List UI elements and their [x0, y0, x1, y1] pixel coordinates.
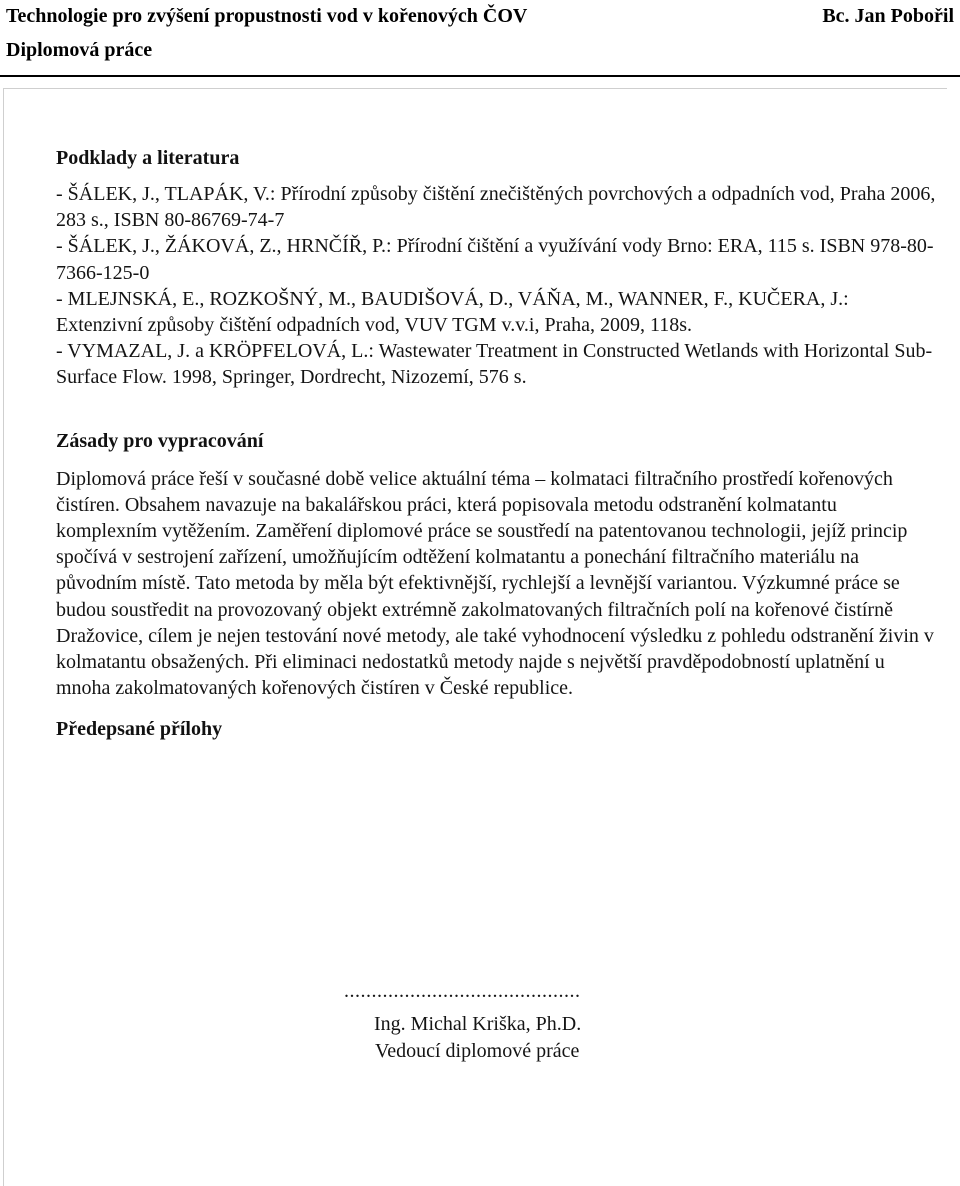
reference-item: - ŠÁLEK, J., TLAPÁK, V.: Přírodní způsoby čištění znečištěných povrchových a odpadních vod, Praha 2006, 283 s., ISBN 80-86769-74-7	[56, 183, 936, 232]
document-type-header	[6, 38, 954, 62]
signature-block	[340, 980, 640, 1065]
header-rule	[0, 75, 960, 77]
reference-item: - VYMAZAL, J. a KRÖPFELOVÁ, L.: Wastewater Treatment in Constructed Wetlands with Horizontal Sub-Surface Flow. 1998, Springer, Dordrecht, Nizozemí, 576 s.	[56, 340, 933, 389]
reference-list	[56, 181, 936, 391]
principles-heading: Zásady pro vypracování	[56, 429, 264, 452]
thesis-title: Technologie pro zvýšení propustnosti vod v kořenových ČOV	[6, 5, 528, 27]
running-header	[6, 4, 954, 28]
scan-border-top	[3, 88, 947, 89]
principles-section	[56, 428, 936, 702]
literature-heading: Podklady a literatura	[56, 147, 240, 169]
attachments-section	[56, 716, 936, 742]
supervisor-role: Vedoucí diplomové práce	[375, 1040, 580, 1062]
supervisor-name: Ing. Michal Kriška, Ph.D.	[374, 1013, 582, 1035]
principles-paragraph: Diplomová práce řeší v současné době velice aktuální téma – kolmataci filtračního prostředí kořenových čistíren. Obsahem navazuje na bakalářskou práci, která popisovala metodu odstranění kolmatantu komplexním vytěžením. Zaměření diplomové práce se soustředí na patentovanou technologii, jejíž princip spočívá v sestrojení zařízení, umožňujícím odtěžení kolmatantu a ponechání filtračního materiálu na původním místě. Tato metoda by měla být efektivnější, rychlejší a levnější variantou. Výzkumné práce se budou soustředit na provozovaný objekt extrémně zakolmatovaných filtračních polí na kořenové čistírně Dražovice, cílem je nejen testování nové metody, ale také vyhodnocení výsledku z pohledu odstranění živin v kolmatantu obsažených. Při eliminaci nedostatků metody najde s největší pravděpodobností uplatnění u mnoha zakolmatovaných kořenových čistíren v České republice.	[56, 467, 934, 700]
scanned-page-content	[56, 145, 936, 742]
signature-line: ...........................................	[344, 980, 581, 1002]
reference-item: - ŠÁLEK, J., ŽÁKOVÁ, Z., HRNČÍŘ, P.: Přírodní čištění a využívání vody Brno: ERA, 115 s. ISBN 978-80-7366-125-0	[56, 235, 934, 284]
scan-border-left	[3, 88, 4, 1186]
document-type: Diplomová práce	[6, 39, 153, 61]
literature-section	[56, 145, 936, 391]
reference-item: - MLEJNSKÁ, E., ROZKOŠNÝ, M., BAUDIŠOVÁ, D., VÁŇA, M., WANNER, F., KUČERA, J.: Extenzivní způsoby čištění odpadních vod, VUV TGM v.v.i, Praha, 2009, 118s.	[56, 287, 849, 337]
author-name: Bc. Jan Pobořil	[822, 5, 954, 27]
attachments-heading: Předepsané přílohy	[56, 718, 223, 741]
